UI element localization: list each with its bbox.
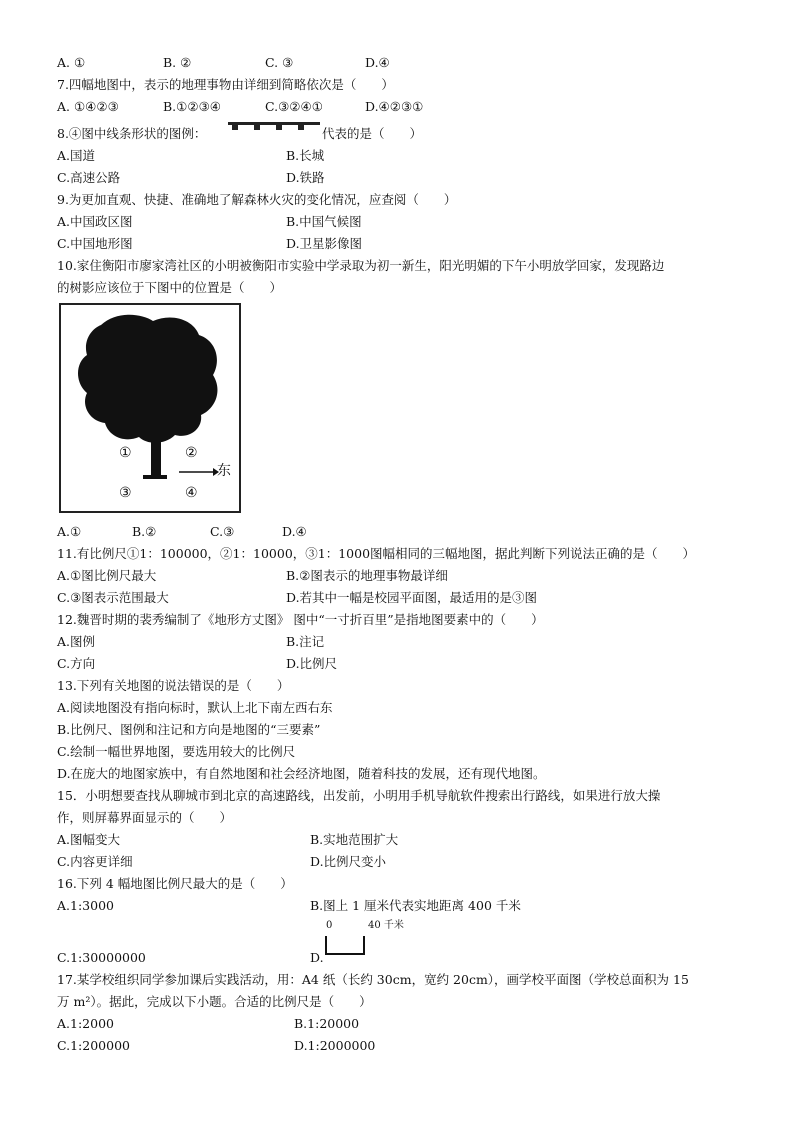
q17-option-d: D.1:2000000 <box>294 1038 376 1053</box>
east-arrow-icon <box>179 467 219 477</box>
q7-option-c: C.③②④① <box>265 99 323 114</box>
q9-option-b: B.中国气候图 <box>286 214 362 229</box>
q15-option-a: A.图幅变大 <box>57 832 121 847</box>
q13-option-b: B.比例尺、图例和注记和方向是地图的“三要素” <box>57 722 321 737</box>
q8-option-a: A.国道 <box>57 148 96 163</box>
q17-stem-line1: 17.某学校组织同学参加课后实践活动，用：A4 纸（长约 30cm，宽约 20cm），画学校平面图（学校总面积为 15 <box>57 972 689 987</box>
q6-option-b: B. ② <box>163 55 192 70</box>
q8-option-c: C.高速公路 <box>57 170 121 185</box>
position-4-label: ④ <box>185 485 198 501</box>
q13-option-c: C.绘制一幅世界地图，要选用较大的比例尺 <box>57 744 296 759</box>
q10-stem-line2: 的树影应该位于下图中的位置是（ ） <box>57 280 283 295</box>
q15-option-b: B.实地范围扩大 <box>310 832 399 847</box>
q16-option-c: C.1:30000000 <box>57 950 146 965</box>
q10-option-d: D.④ <box>282 524 307 539</box>
q15-option-d: D.比例尺变小 <box>310 854 387 869</box>
scale-zero-label: 0 <box>326 920 333 931</box>
tree-icon <box>61 305 239 511</box>
q17-option-c: C.1:200000 <box>57 1038 130 1053</box>
q15-stem-line1: 15．小明想要查找从聊城市到北京的高速路线，出发前，小明用手机导航软件搜索出行路线，如果进行放大操 <box>57 788 661 803</box>
q16-stem: 16.下列 4 幅地图比例尺最大的是（ ） <box>57 876 293 891</box>
q9-option-a: A.中国政区图 <box>57 214 133 229</box>
q11-option-b: B.②图表示的地理事物最详细 <box>286 568 448 583</box>
q11-stem: 11.有比例尺①1：100000，②1：10000，③1：1000图幅相同的三幅地图，据此判断下列说法正确的是（ ） <box>57 546 696 561</box>
q7-option-d: D.④②③① <box>365 99 424 114</box>
q10-option-a: A.① <box>57 524 82 539</box>
position-1-label: ① <box>119 445 132 461</box>
q12-option-b: B.注记 <box>286 634 325 649</box>
q8-option-b: B.长城 <box>286 148 325 163</box>
q17-option-b: B.1:20000 <box>294 1016 360 1031</box>
q11-option-c: C.③图表示范围最大 <box>57 590 169 605</box>
q7-option-a: A. ①④②③ <box>57 99 119 114</box>
position-2-label: ② <box>185 445 198 461</box>
q8-option-d: D.铁路 <box>286 170 325 185</box>
q6-option-c: C. ③ <box>265 55 294 70</box>
q6-option-d: D.④ <box>365 55 390 70</box>
q10-option-b: B.② <box>132 524 157 539</box>
q16-option-d: D. <box>310 950 324 965</box>
q16-option-a: A.1:3000 <box>57 898 114 913</box>
q13-option-a: A.阅读地图没有指向标时，默认上北下南左西右东 <box>57 700 333 715</box>
q9-option-c: C.中国地形图 <box>57 236 133 251</box>
q16-option-b: B.图上 1 厘米代表实地距离 400 千米 <box>310 898 521 913</box>
q12-stem: 12.魏晋时期的裴秀编制了《地形方丈图》 图中“一寸折百里”是指地图要素中的（ ） <box>57 612 544 627</box>
q11-option-a: A.①图比例尺最大 <box>57 568 157 583</box>
q6-option-a: A. ① <box>57 55 86 70</box>
great-wall-legend-icon <box>228 121 320 131</box>
q8-stem-post: 代表的是（ ） <box>322 126 423 141</box>
line-scale-bar <box>324 918 434 960</box>
position-3-label: ③ <box>119 485 132 501</box>
q10-option-c: C.③ <box>210 524 235 539</box>
q12-option-d: D.比例尺 <box>286 656 338 671</box>
scale-distance-label: 40 千米 <box>368 920 404 931</box>
q12-option-a: A.图例 <box>57 634 96 649</box>
q9-option-d: D.卫星影像图 <box>286 236 363 251</box>
q15-stem-line2: 作，则屏幕界面显示的（ ） <box>57 810 233 825</box>
q7-option-b: B.①②③④ <box>163 99 221 114</box>
q17-option-a: A.1:2000 <box>57 1016 114 1031</box>
q7-stem: 7.四幅地图中，表示的地理事物由详细到简略依次是（ ） <box>57 77 394 92</box>
east-label: 东 <box>217 463 231 479</box>
q8-stem-pre: 8.④图中线条形状的图例： <box>57 126 207 141</box>
q13-stem: 13.下列有关地图的说法错误的是（ ） <box>57 678 290 693</box>
q15-option-c: C.内容更详细 <box>57 854 133 869</box>
scale-bar-icon <box>324 934 366 958</box>
q12-option-c: C.方向 <box>57 656 96 671</box>
q9-stem: 9.为更加直观、快捷、准确地了解森林火灾的变化情况，应查阅（ ） <box>57 192 457 207</box>
q13-option-d: D.在庞大的地图家族中，有自然地图和社会经济地图，随着科技的发展，还有现代地图。 <box>57 766 546 781</box>
tree-shadow-figure <box>59 303 241 513</box>
q17-stem-line2: 万 m²）。据此，完成以下小题。合适的比例尺是（ ） <box>57 994 372 1009</box>
q10-stem-line1: 10.家住衡阳市廖家湾社区的小明被衡阳市实验中学录取为初一新生，阳光明媚的下午小明放学回家，发现路边 <box>57 258 665 273</box>
q11-option-d: D.若其中一幅是校园平面图，最适用的是③图 <box>286 590 538 605</box>
